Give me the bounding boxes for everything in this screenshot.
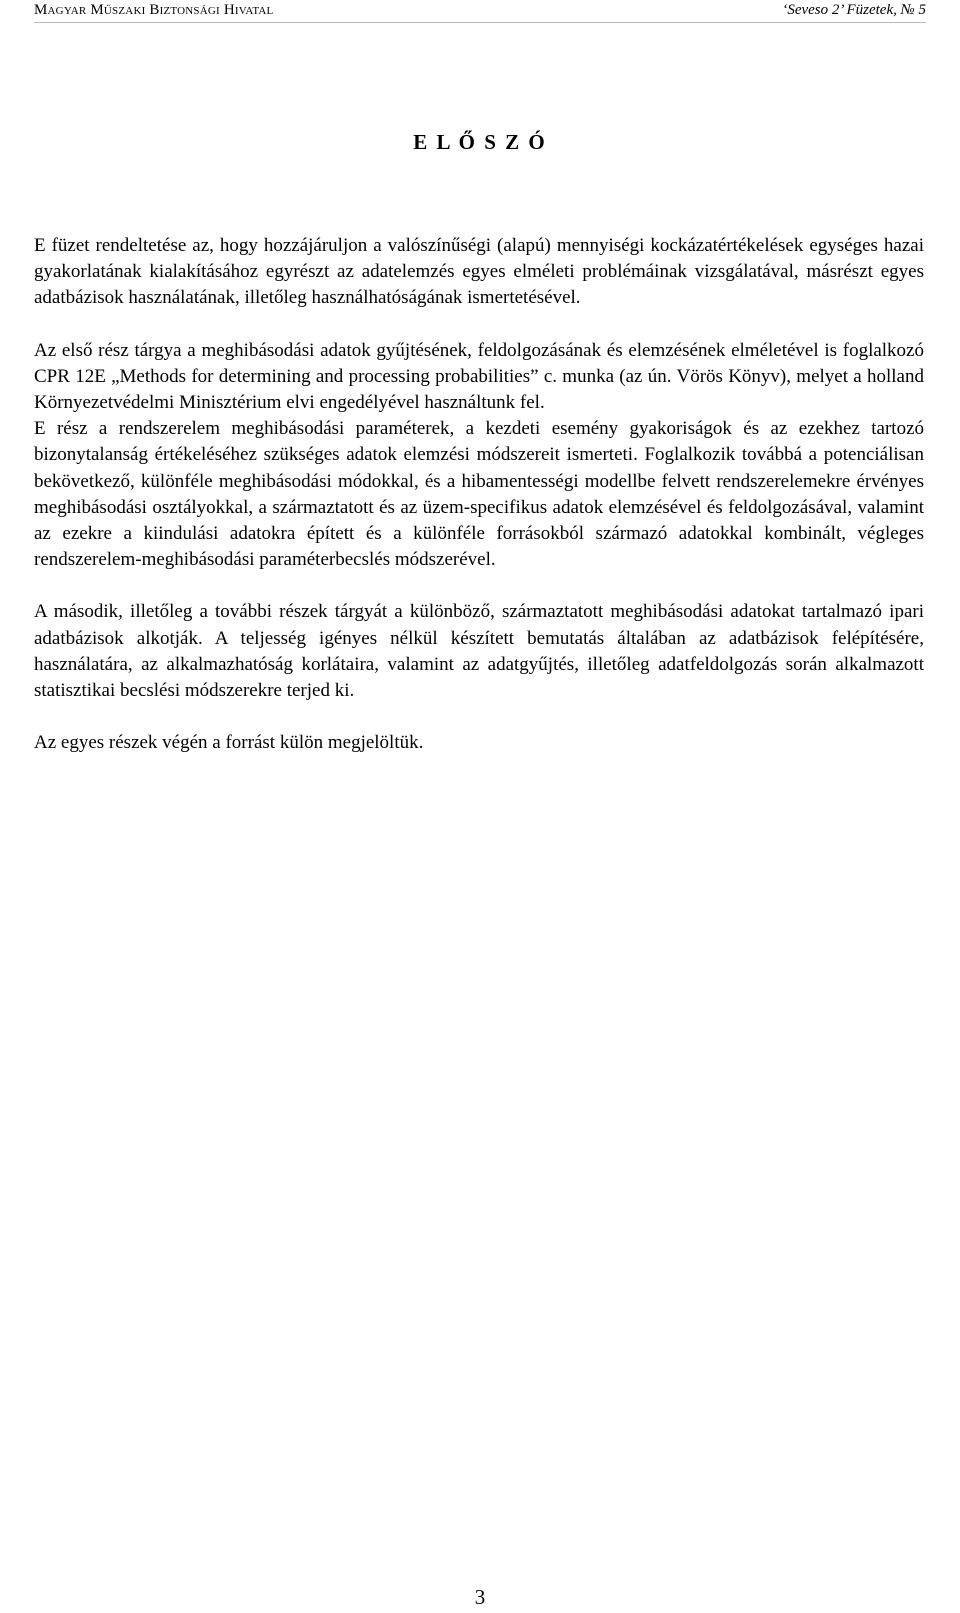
paragraph-purpose: E füzet rendeltetése az, hogy hozzájáruljon a valószínűségi (alapú) mennyiségi kockázatértékelések egységes hazai gyakorlatának kialakításához egyrészt az adatelemzés egyes elméleti problémáinak vizsgálatával, másrészt egyes adatbázisok használatának, illetőleg használhatóságának ismertetésével. xyxy=(34,235,924,309)
page-title: E L Ő S Z Ó xyxy=(413,130,547,154)
header-publisher: Magyar Műszaki Biztonsági Hivatal xyxy=(34,2,274,18)
body-text xyxy=(34,233,924,756)
paragraph-sources-note: Az egyes részek végén a forrást külön megjelöltük. xyxy=(34,732,424,754)
paragraph-part-one-content: E rész a rendszerelem meghibásodási paraméterek, a kezdeti esemény gyakoriságok és az ezekhez tartozó bizonytalanság értékeléséhez szükséges adatok elemzési módszereit ismerteti. Foglalkozik továbbá a potenciálisan bekövetkező, különféle meghibásodási módokkal, és a hibamentességi modellbe felvett rendszerelemekre érvényes meghibásodási osztályokkal, a származtatott és az üzem-specifikus adatok elemzésével és feldolgozásával, valamint az ezekre a kiindulási adatokra épített és a különféle forrásokból származó adatokkal kombinált, végleges rendszerelem-meghibásodási paraméterbecslés módszerével. xyxy=(34,418,924,571)
header-series-title: ‘Seveso 2’ Füzetek, № 5 xyxy=(782,2,926,18)
running-header xyxy=(34,0,926,23)
page-number: 3 xyxy=(474,1585,486,1609)
paragraph-part-two-topic: A második, illetőleg a további részek tárgyát a különböző, származtatott meghibásodási adatokat tartalmazó ipari adatbázisok alkotják. A teljesség igényes nélkül készített bemutatás általában az adatbázisok felépítésére, használatára, az alkalmazhatóság korlátaira, valamint az adatgyűjtés, illetőleg adatfeldolgozás során alkalmazott statisztikai becslési módszerekre terjed ki. xyxy=(34,601,924,702)
paragraph-part-one-topic: Az első rész tárgya a meghibásodási adatok gyűjtésének, feldolgozásának és elemzésének elméletével is foglalkozó CPR 12E „Methods for determining and processing probabilities” c. munka (az ún. Vörös Könyv), melyet a holland Környezetvédelmi Minisztérium elvi engedélyével használtunk fel. xyxy=(34,339,924,414)
